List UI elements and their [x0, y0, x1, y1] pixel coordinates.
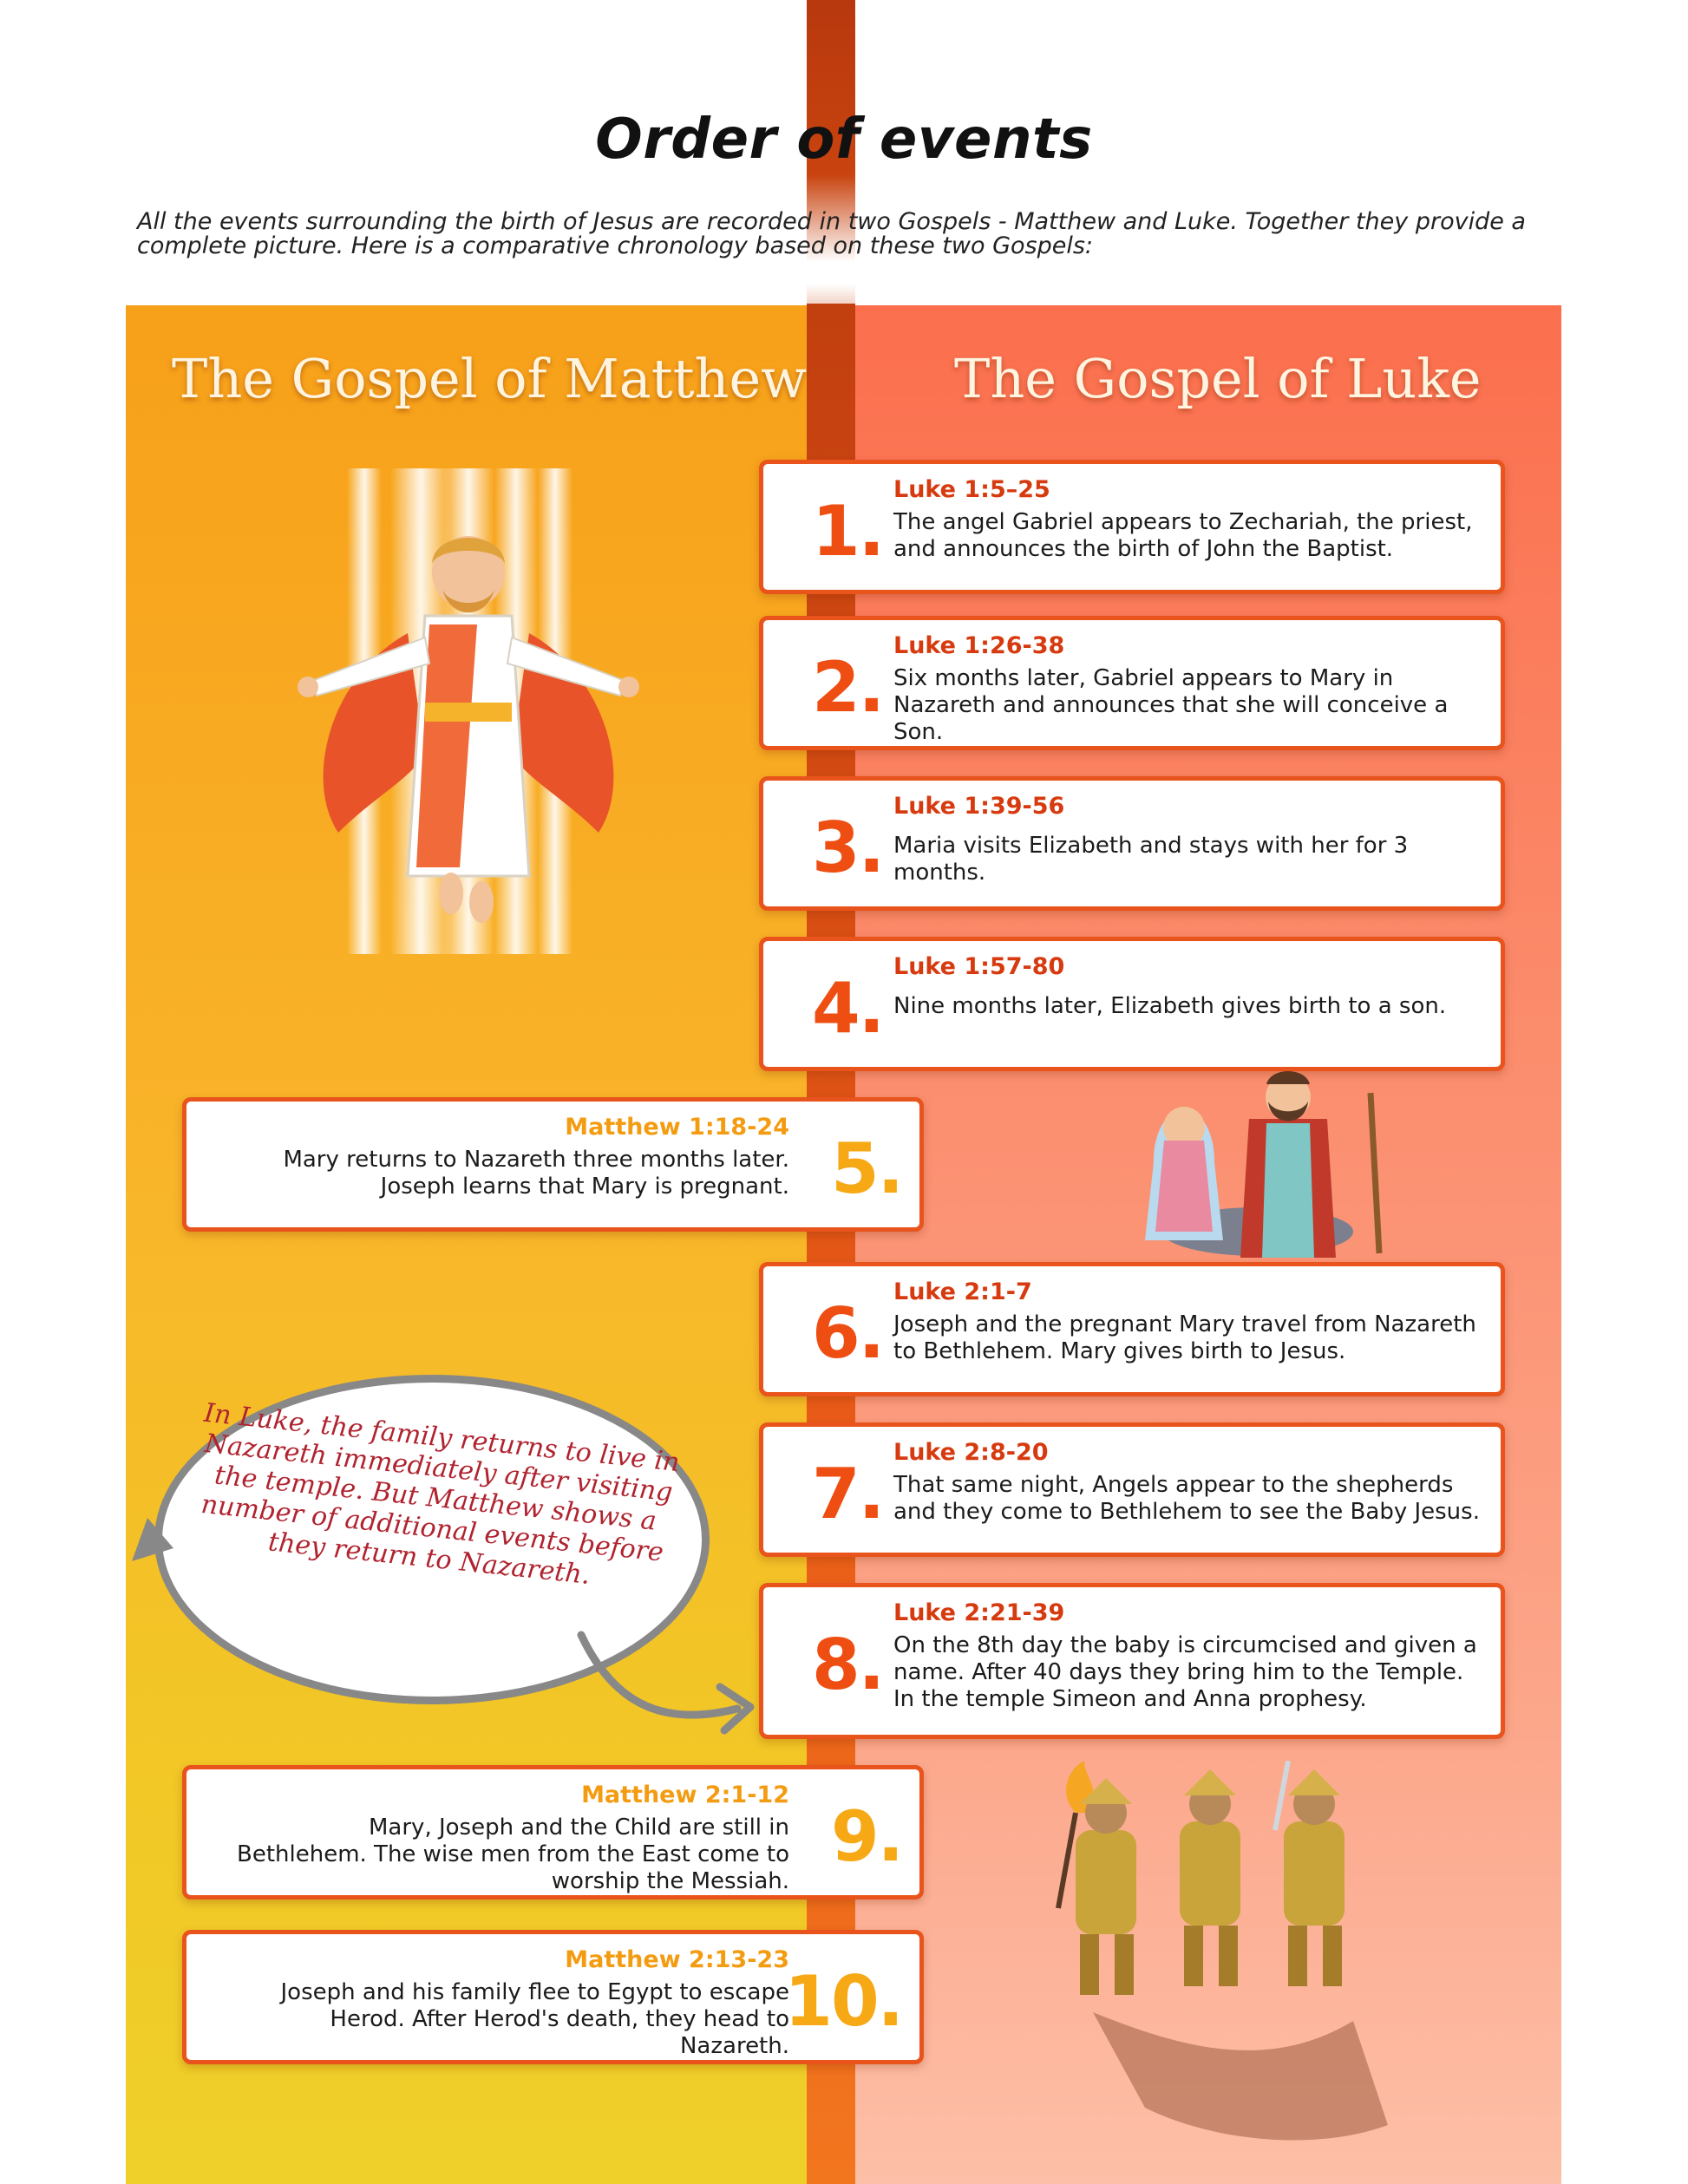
- event-reference: Matthew 2:1-12: [581, 1782, 789, 1808]
- event-card-8: [759, 1583, 1505, 1739]
- event-reference: Luke 2:1-7: [893, 1278, 1032, 1305]
- event-card-2: [759, 616, 1505, 750]
- luke-heading: The Gospel of Luke: [954, 347, 1482, 410]
- event-reference: Matthew 2:13-23: [565, 1946, 789, 1973]
- soldiers-illustration: [1041, 1761, 1405, 2151]
- event-number: 10.: [784, 1961, 902, 2042]
- event-reference: Luke 1:57-80: [893, 953, 1065, 980]
- event-reference: Luke 1:5–25: [893, 476, 1050, 503]
- intro-paragraph: All the events surrounding the birth of Jesus are recorded in two Gospels - Matthew and Luke. Together they provide a complete picture. Here is a comparative chronology based on these two Gospels:: [137, 208, 1526, 259]
- page-title: Order of events: [595, 108, 1093, 172]
- arrow-icon: [113, 1344, 772, 1743]
- event-reference: Matthew 1:18-24: [565, 1114, 789, 1141]
- event-card-6: [759, 1262, 1505, 1396]
- event-card-7: [759, 1422, 1505, 1557]
- event-card-1: [759, 460, 1505, 594]
- event-number: 7.: [812, 1454, 884, 1534]
- event-description: The angel Gabriel appears to Zechariah, the priest, and announces the birth of John the Baptist.: [893, 509, 1473, 562]
- matthew-heading: The Gospel of Matthew: [172, 347, 808, 410]
- event-description: Joseph and the pregnant Mary travel from Nazareth to Bethlehem. Mary gives birth to Jesus.: [893, 1311, 1476, 1364]
- event-description: Six months later, Gabriel appears to Mary in Nazareth and announces that she will conceive a Son.: [893, 665, 1449, 745]
- mary-joseph-illustration: [1119, 1058, 1431, 1258]
- event-description: Joseph and his family flee to Egypt to escape Herod. After Herod's death, they head to Nazareth.: [280, 1979, 789, 2059]
- event-number: 9.: [830, 1796, 902, 1877]
- event-reference: Luke 1:39-56: [893, 793, 1065, 820]
- event-card-10: [182, 1930, 924, 2064]
- event-description: Nine months later, Elizabeth gives birth to a son.: [893, 993, 1447, 1019]
- event-number: 6.: [812, 1293, 884, 1374]
- note-bubble-text: In Luke, the family returns to live in Nazareth immediately after visiting the temple. But Matthew shows a number of additional events before they return to Nazareth.: [200, 1397, 682, 1592]
- event-description: On the 8th day the baby is circumcised and given a name. After 40 days they bring him to the Temple. In the temple Simeon and Anna prophesy.: [893, 1632, 1477, 1712]
- event-number: 8.: [812, 1625, 884, 1705]
- event-number: 3.: [812, 808, 884, 888]
- event-reference: Luke 1:26-38: [893, 632, 1065, 659]
- event-card-3: [759, 776, 1505, 911]
- event-reference: Luke 2:21-39: [893, 1599, 1065, 1626]
- event-number: 5.: [830, 1128, 902, 1209]
- event-number: 1.: [812, 491, 884, 572]
- event-description: Maria visits Elizabeth and stays with her for 3 months.: [893, 833, 1409, 886]
- event-card-5: [182, 1097, 924, 1232]
- event-card-4: [759, 937, 1505, 1071]
- angel-illustration: [278, 468, 659, 954]
- event-description: That same night, Angels appear to the shepherds and they come to Bethlehem to see the Baby Jesus.: [893, 1472, 1480, 1525]
- event-number: 2.: [812, 647, 884, 728]
- event-description: Mary returns to Nazareth three months later. Joseph learns that Mary is pregnant.: [283, 1147, 789, 1200]
- event-number: 4.: [812, 968, 884, 1049]
- event-description: Mary, Joseph and the Child are still in Bethlehem. The wise men from the East come to worship the Messiah.: [237, 1815, 789, 1894]
- event-reference: Luke 2:8-20: [893, 1439, 1049, 1466]
- event-card-9: [182, 1765, 924, 1900]
